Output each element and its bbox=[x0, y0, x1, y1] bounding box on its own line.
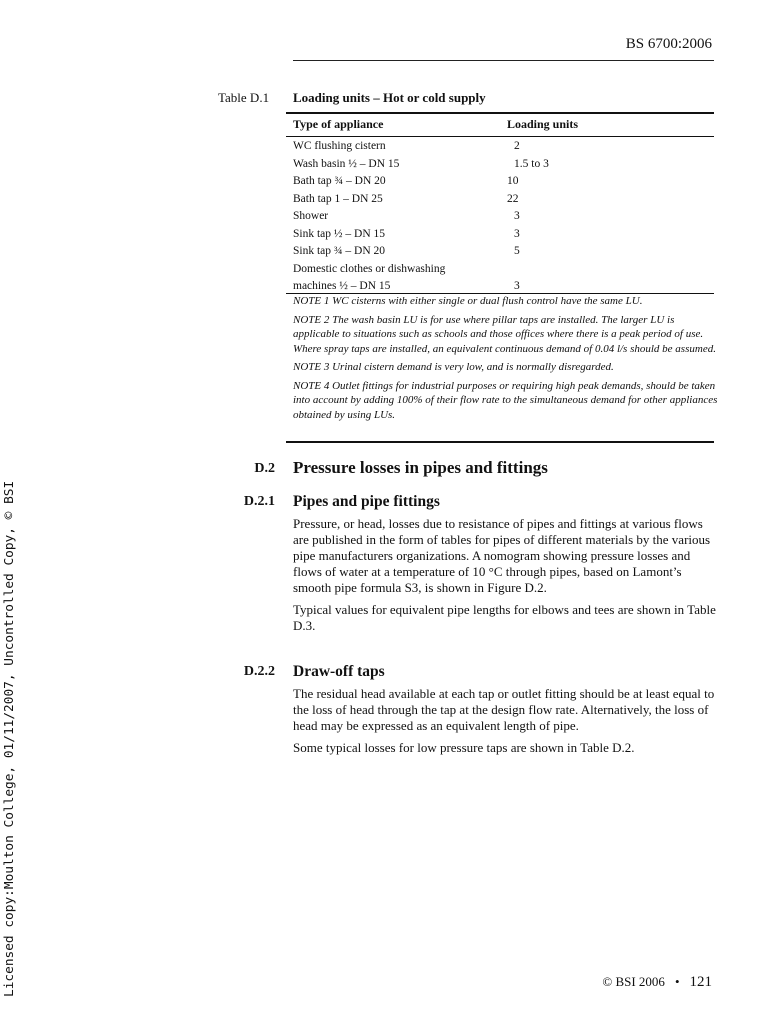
table-row bbox=[293, 156, 713, 174]
table-end-rule bbox=[286, 441, 714, 443]
appliance-cell: Sink tap ¾ – DN 20 bbox=[293, 245, 385, 257]
loading-units-cell: 3 bbox=[514, 280, 520, 292]
page-footer bbox=[602, 974, 712, 991]
loading-units-cell: 1.5 to 3 bbox=[514, 157, 549, 170]
table-row bbox=[293, 173, 713, 191]
section-d22-body bbox=[293, 686, 718, 762]
table-header-rule bbox=[286, 136, 714, 137]
footer-copyright: © BSI 2006 bbox=[602, 974, 665, 989]
table-header-appliance: Type of appliance bbox=[293, 117, 384, 131]
table-note: NOTE 4 Outlet fittings for industrial purposes or requiring high peak demands, should be taken into account by adding 100% of their flow rate to the simultaneous demand for other appliances obtained by using LUs. bbox=[293, 379, 718, 421]
footer-separator: • bbox=[674, 974, 680, 989]
paragraph: The residual head available at each tap or outlet fitting should be at least equal to the loss of head through the tap at the design flow rate. Alternatively, the loss of head may be expressed as an equivalent length of pipe. bbox=[293, 686, 715, 733]
table-note: NOTE 3 Urinal cistern demand is very low, and is normally disregarded. bbox=[293, 361, 614, 373]
standard-code: BS 6700:2006 bbox=[625, 36, 712, 52]
section-number: D.2.2 bbox=[243, 664, 275, 679]
appliance-cell: Bath tap ¾ – DN 20 bbox=[293, 175, 386, 187]
table-row bbox=[293, 226, 713, 244]
table-note: NOTE 1 WC cisterns with either single or dual flush control have the same LU. bbox=[293, 295, 643, 307]
table-row bbox=[293, 208, 713, 226]
section-title: Pipes and pipe fittings bbox=[293, 493, 440, 510]
table-label: Table D.1 bbox=[218, 90, 270, 105]
appliance-cell: Bath tap 1 – DN 25 bbox=[293, 192, 383, 205]
table-row bbox=[293, 261, 713, 279]
loading-units-cell: 10 bbox=[507, 175, 519, 187]
section-number: D.2.1 bbox=[243, 494, 275, 509]
table-row bbox=[293, 138, 713, 156]
table-header-loading-units: Loading units bbox=[507, 117, 579, 131]
section-title: Draw-off taps bbox=[293, 663, 385, 680]
loading-units-cell: 22 bbox=[507, 192, 519, 205]
paragraph: Some typical losses for low pressure taps are shown in Table D.2. bbox=[293, 740, 635, 755]
table-top-rule bbox=[286, 112, 714, 114]
loading-units-cell: 5 bbox=[514, 245, 520, 257]
table-row bbox=[293, 243, 713, 261]
loading-units-cell: 2 bbox=[514, 140, 520, 152]
appliance-cell: Wash basin ½ – DN 15 bbox=[293, 157, 400, 170]
section-number: D.2 bbox=[254, 461, 275, 476]
license-watermark: Licensed copy:Moulton College, 01/11/2007, Uncontrolled Copy, © BSI bbox=[2, 480, 17, 997]
header-rule bbox=[293, 60, 714, 61]
loading-units-cell: 3 bbox=[514, 227, 520, 240]
loading-units-cell: 3 bbox=[514, 210, 520, 222]
table-notes bbox=[293, 294, 718, 426]
table-note: NOTE 2 The wash basin LU is for use where pillar taps are installed. The larger LU is applicable to situations such as schools and those offices where there is a peak period of use. Where spray taps are installed, an equivalent continuous demand of 0.04 l/s should be assumed. bbox=[293, 313, 716, 355]
appliance-cell: Sink tap ½ – DN 15 bbox=[293, 227, 385, 240]
paragraph: Pressure, or head, losses due to resistance of pipes and fittings at various flows are published in the form of tables for pipes of different materials by the various pipe manufacturers organizations. A nomogram showing pressure losses and flows of water at a temperature of 10 °C through pipes, based on Lamont’s smooth pipe formula S3, is shown in Figure D.2. bbox=[293, 516, 711, 595]
table-row bbox=[293, 191, 713, 209]
table-body bbox=[293, 138, 713, 296]
section-title: Pressure losses in pipes and fittings bbox=[293, 458, 548, 477]
appliance-cell: machines ½ – DN 15 bbox=[293, 280, 391, 292]
appliance-cell: Shower bbox=[293, 210, 329, 222]
section-d21-body bbox=[293, 516, 718, 640]
page-number: 121 bbox=[689, 974, 712, 990]
paragraph: Typical values for equivalent pipe lengths for elbows and tees are shown in Table D.3. bbox=[293, 602, 716, 633]
appliance-cell: Domestic clothes or dishwashing bbox=[293, 262, 446, 275]
table-title: Loading units – Hot or cold supply bbox=[293, 90, 486, 105]
appliance-cell: WC flushing cistern bbox=[293, 140, 386, 152]
